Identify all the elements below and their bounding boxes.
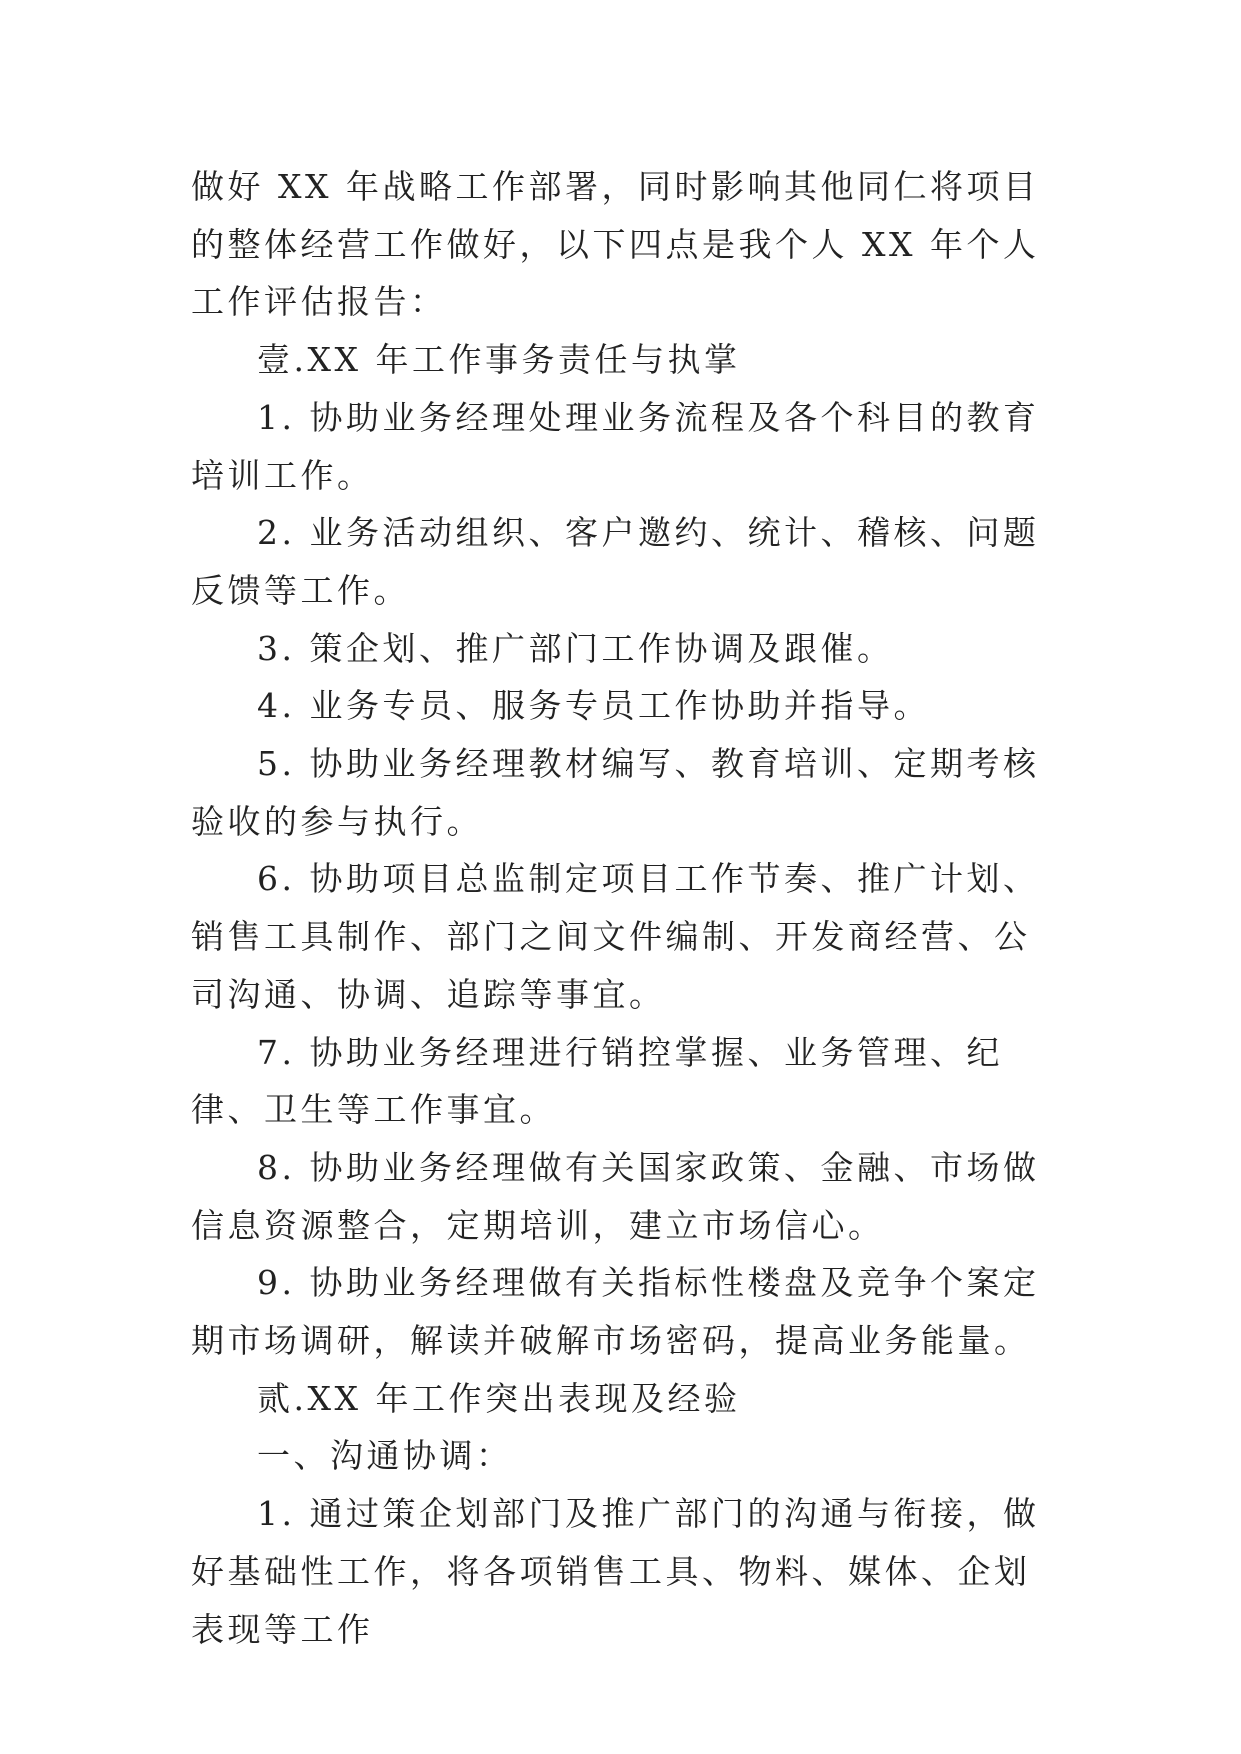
list-item-7: 7. 协助业务经理进行销控掌握、业务管理、纪律、卫生等工作事宜。 bbox=[191, 1032, 1003, 1130]
section-heading-1: 壹.XX 年工作事务责任与执掌 bbox=[257, 340, 741, 380]
list-item-9: 9. 协助业务经理做有关指标性楼盘及竞争个案定期市场调研，解读并破解市场密码，提高业务能量。 bbox=[191, 1263, 1040, 1361]
list-item-5: 5. 协助业务经理教材编写、教育培训、定期考核验收的参与执行。 bbox=[191, 744, 1040, 841]
list-item-2: 2. 业务活动组织、客户邀约、统计、稽核、问题反馈等工作。 bbox=[191, 513, 1040, 610]
document-body bbox=[191, 158, 1061, 1658]
section-heading-2: 贰.XX 年工作突出表现及经验 bbox=[257, 1378, 741, 1418]
list-item-8: 8. 协助业务经理做有关国家政策、金融、市场做信息资源整合，定期培训，建立市场信心。 bbox=[191, 1147, 1040, 1245]
subsection-item-1: 1. 通过策企划部门及推广部门的沟通与衔接，做好基础性工作，将各项销售工具、物料、媒体、企划表现等工作 bbox=[191, 1494, 1040, 1649]
subsection-heading: 一、沟通协调： bbox=[257, 1436, 513, 1476]
intro-paragraph: 做好 XX 年战略工作部署，同时影响其他同仁将项目的整体经营工作做好，以下四点是我个人 XX 年个人工作评估报告： bbox=[191, 167, 1040, 322]
list-item-1: 1. 协助业务经理处理业务流程及各个科目的教育培训工作。 bbox=[191, 397, 1040, 495]
list-item-3: 3. 策企划、推广部门工作协调及跟催。 bbox=[257, 628, 894, 668]
list-item-4: 4. 业务专员、服务专员工作协助并指导。 bbox=[257, 686, 930, 726]
list-item-6: 6. 协助项目总监制定项目工作节奏、推广计划、销售工具制作、部门之间文件编制、开发商经营、公司沟通、协调、追踪等事宜。 bbox=[191, 859, 1040, 1014]
